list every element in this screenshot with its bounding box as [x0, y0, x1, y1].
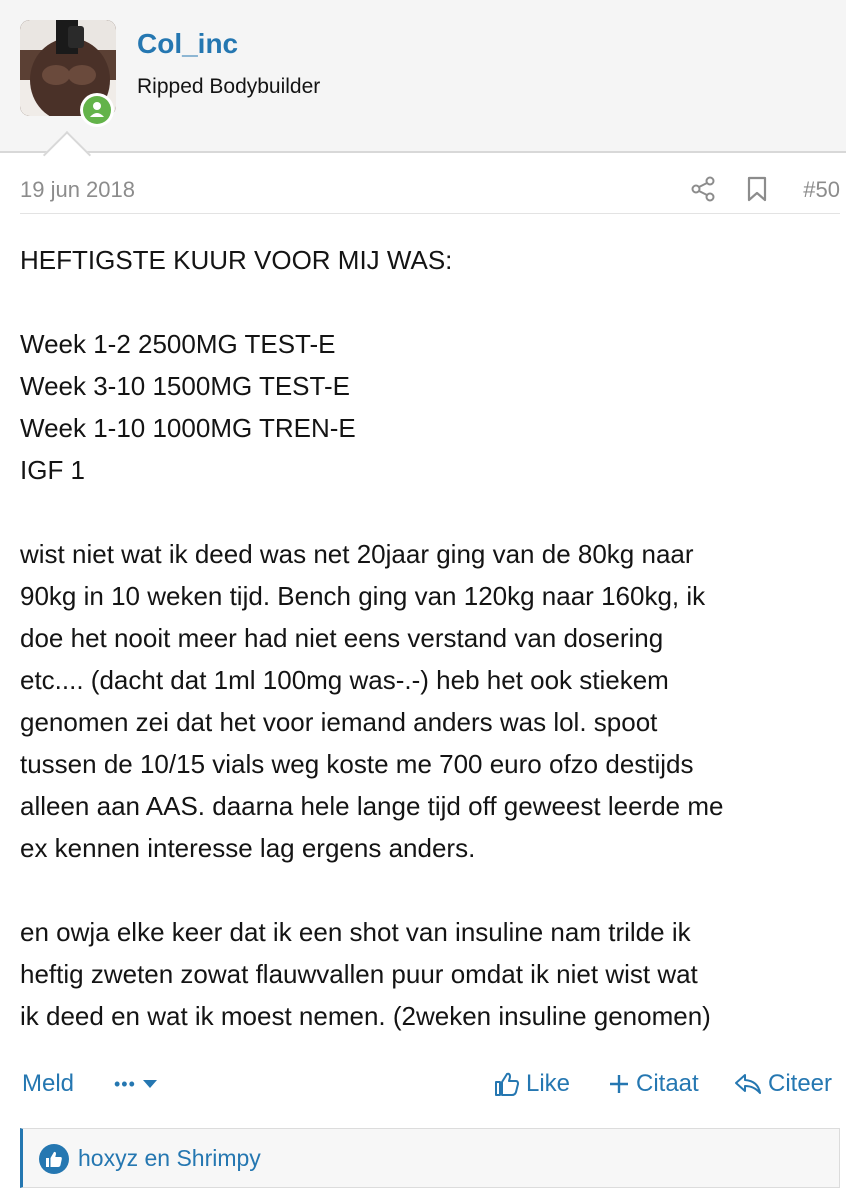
message-user-block [0, 0, 846, 153]
multiquote-button[interactable] [608, 1066, 699, 1102]
more-options-menu[interactable] [114, 1066, 164, 1102]
like-button[interactable] [494, 1066, 570, 1102]
user-title: Ripped Bodybuilder [137, 75, 321, 98]
more-label: ••• [114, 1073, 136, 1094]
multiquote-label: Citaat [636, 1070, 699, 1097]
post-date[interactable]: 19 jun 2018 [20, 177, 135, 202]
thumbs-up-icon [494, 1071, 520, 1097]
post-actions [22, 1066, 840, 1102]
post-meta [20, 166, 840, 214]
reply-label: Citeer [768, 1070, 833, 1097]
plus-icon [608, 1073, 630, 1095]
reactions-bar[interactable] [20, 1128, 840, 1188]
bookmark-icon[interactable] [746, 176, 768, 207]
online-user-icon [83, 96, 111, 124]
username-link[interactable]: Col_inc [137, 28, 239, 59]
reply-icon [734, 1072, 762, 1096]
post-body: HEFTIGSTE KUUR VOOR MIJ WAS: Week 1-2 2500MG TEST-E Week 3-10 1500MG TEST-E Week 1-10 1000MG TREN-E IGF 1 wist niet wat ik deed was net 20jaar ging van de 80kg naar 90kg in 10 weken tijd. Bench ging van 120kg naar 160kg, ik doe het nooit meer had niet eens verstand van dosering etc.... (dacht dat 1ml 100mg was-.-) heb het ook stiekem genomen zei dat het voor iemand anders was lol. spoot tussen de 10/15 vials weg koste me 700 euro ofzo destijds alleen aan AAS. daarna hele lange tijd off geweest leerde me ex kennen interesse lag ergens anders. en owja elke keer dat ik een shot van insuline nam trilde ik heftig zweten zowat flauwvallen puur omdat ik niet wist wat ik deed en wat ik moest nemen. (2weken insuline genomen) [20, 245, 724, 1031]
like-reaction-icon [39, 1144, 69, 1174]
like-label: Like [526, 1070, 571, 1097]
reply-button[interactable] [734, 1066, 832, 1102]
chevron-down-icon [142, 1078, 158, 1090]
reactors-list[interactable]: hoxyz en Shrimpy [78, 1145, 261, 1171]
post-number[interactable]: #50 [803, 177, 840, 202]
report-link[interactable] [22, 1066, 74, 1102]
online-indicator [80, 93, 114, 127]
report-label: Meld [22, 1070, 75, 1097]
share-icon[interactable] [690, 176, 716, 207]
